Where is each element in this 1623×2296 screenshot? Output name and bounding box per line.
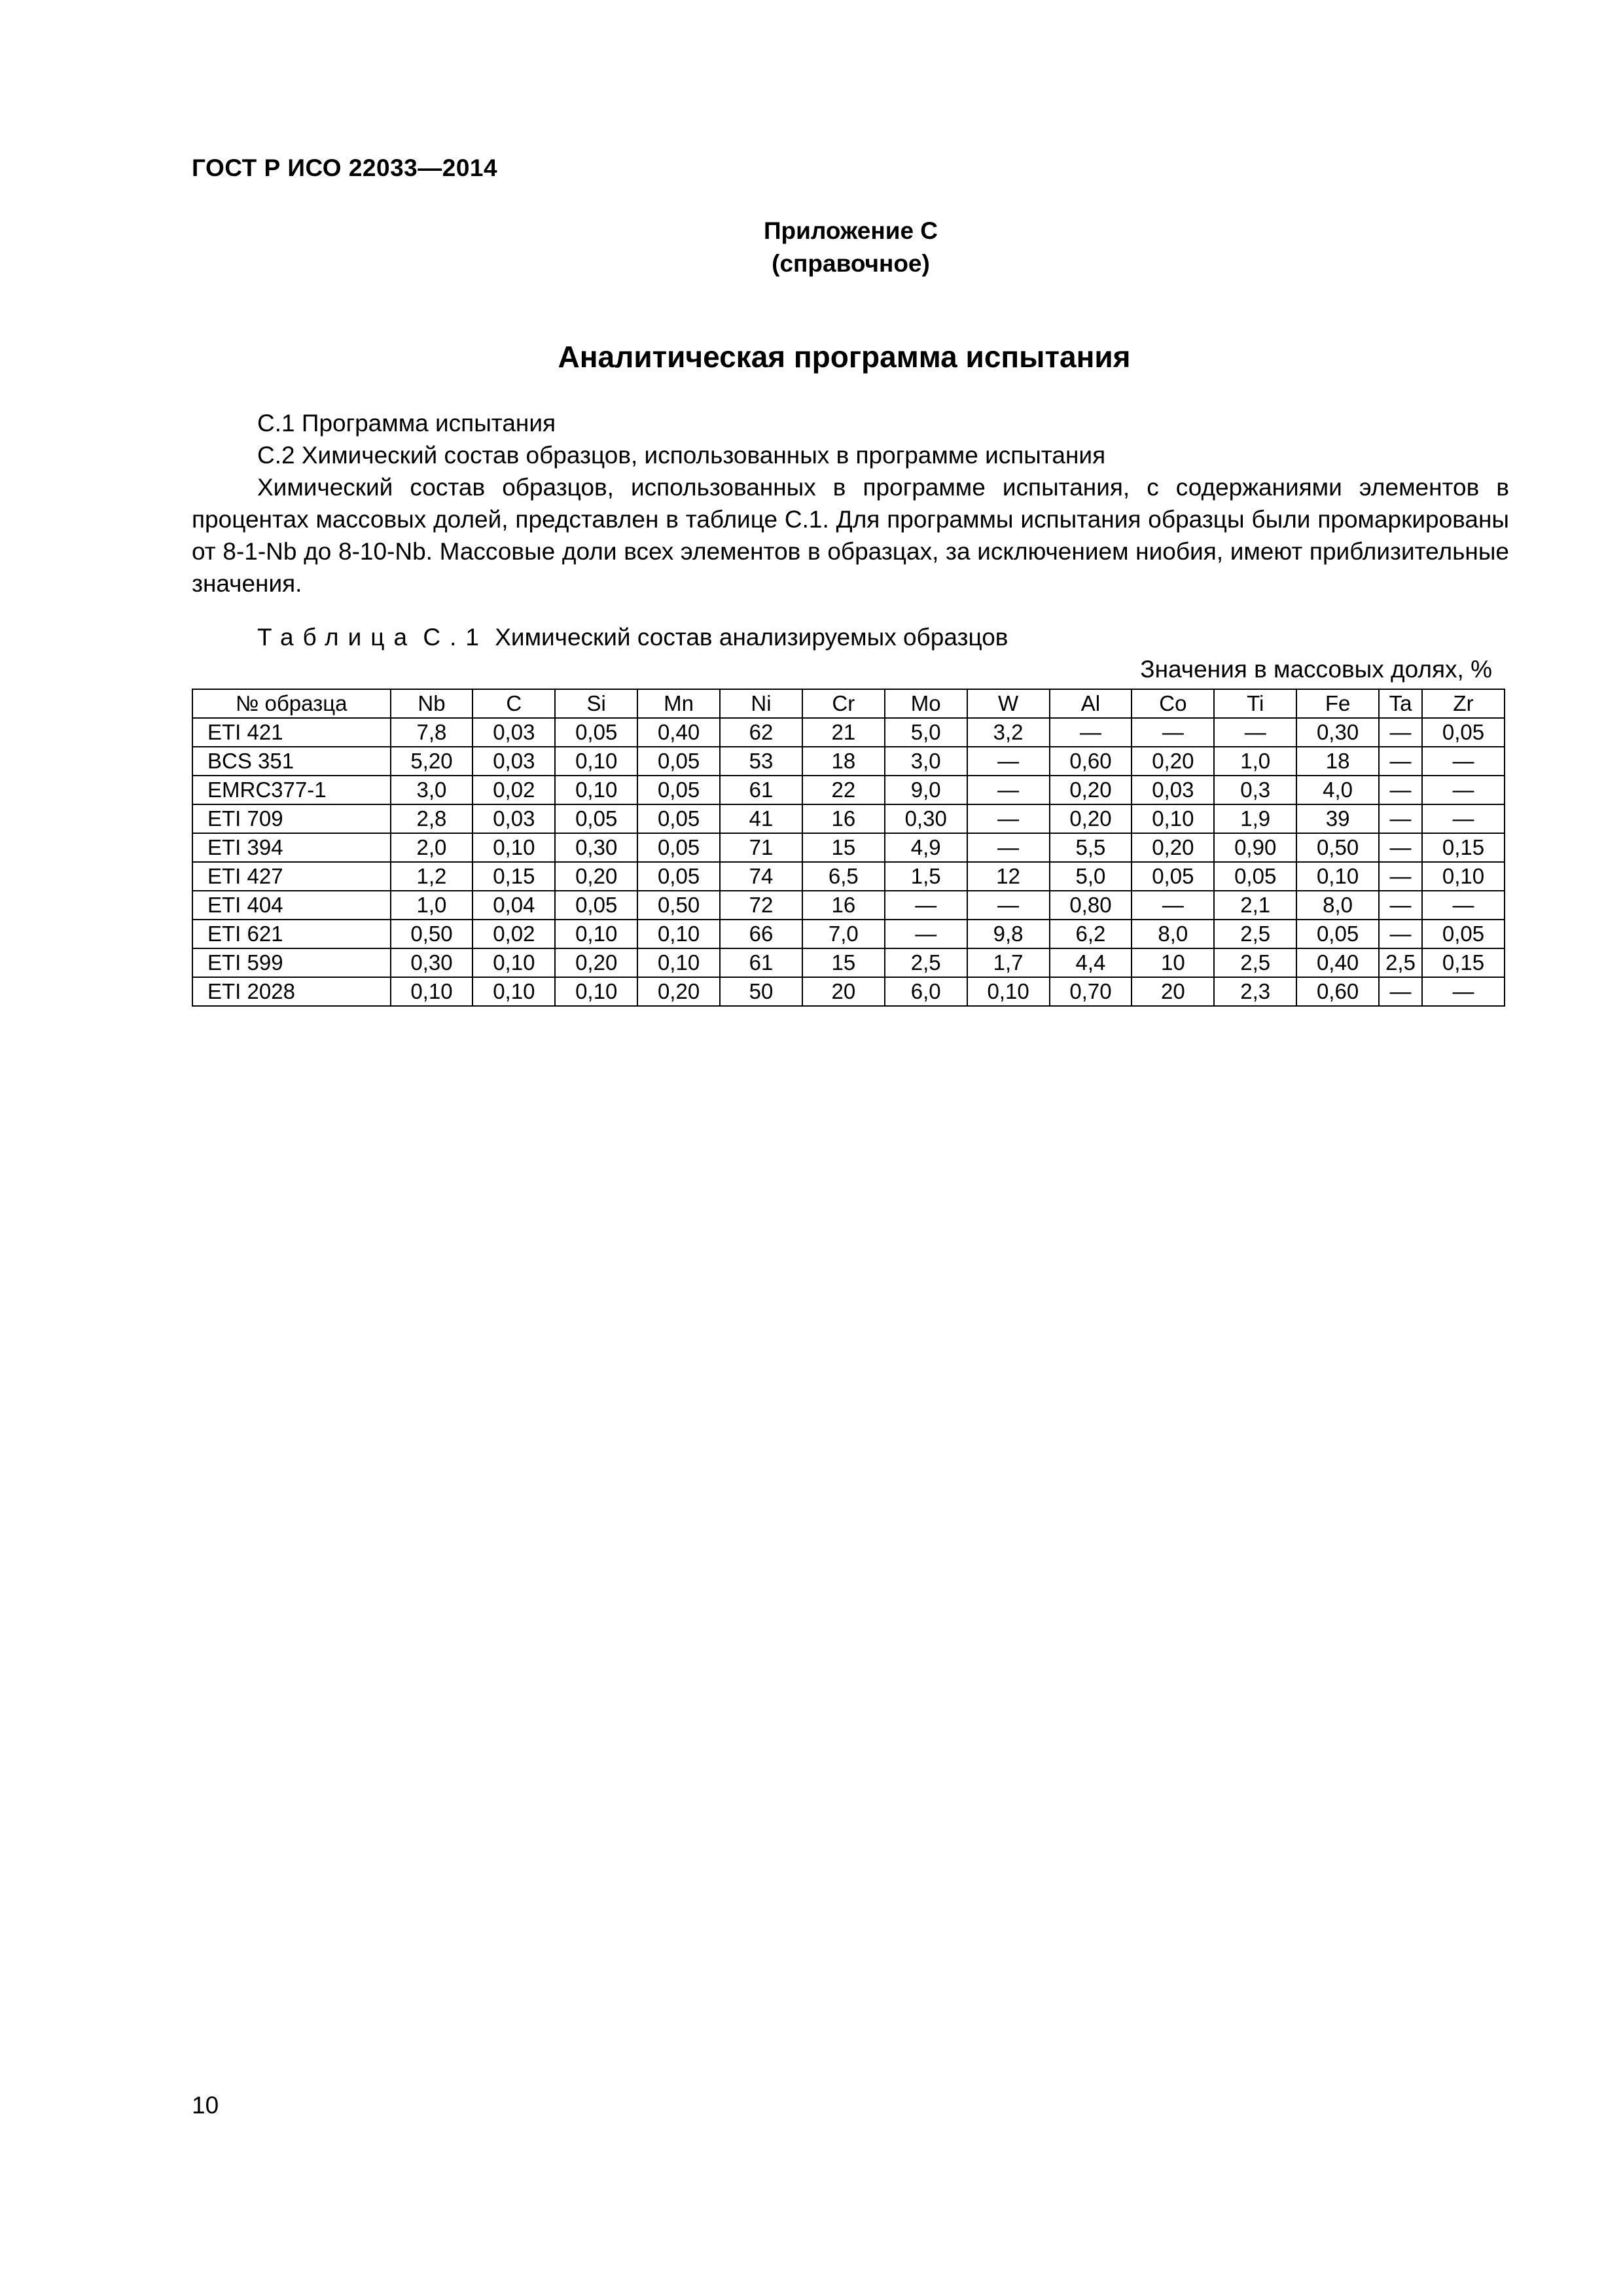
table-cell: 8,0 (1296, 891, 1379, 920)
table-row (192, 920, 1505, 948)
column-header: Ta (1379, 689, 1422, 718)
table-cell: — (1379, 891, 1422, 920)
table-cell: 8,0 (1132, 920, 1214, 948)
table-cell: 0,70 (1050, 977, 1132, 1006)
item-c2: С.2 Химический состав образцов, использованных в программе испытания (257, 442, 1106, 469)
table-cell: — (1422, 804, 1505, 833)
column-header: Nb (391, 689, 473, 718)
table-cell: 0,60 (1296, 977, 1379, 1006)
table-cell: 0,20 (637, 977, 720, 1006)
table-cell: 0,03 (473, 718, 555, 747)
sample-id-cell: ETI 404 (192, 891, 391, 920)
appendix-heading (0, 215, 1623, 280)
table-cell: 0,05 (555, 718, 637, 747)
table-cell: 2,5 (1379, 948, 1422, 977)
table-row (192, 804, 1505, 833)
table-units-note: Значения в массовых долях, % (1140, 656, 1492, 683)
table-cell: — (1379, 747, 1422, 776)
table-cell: 0,15 (1422, 948, 1505, 977)
table-cell: 0,10 (555, 977, 637, 1006)
table-cell: — (1379, 776, 1422, 804)
table-cell: — (967, 833, 1050, 862)
table-cell: 0,15 (473, 862, 555, 891)
column-header: Si (555, 689, 637, 718)
table-cell: 2,5 (885, 948, 967, 977)
table-cell: 20 (802, 977, 885, 1006)
table-cell: 2,0 (391, 833, 473, 862)
document-header: ГОСТ Р ИСО 22033—2014 (192, 154, 498, 181)
table-row (192, 833, 1505, 862)
column-header: Mo (885, 689, 967, 718)
table-row (192, 891, 1505, 920)
sample-id-cell: ETI 2028 (192, 977, 391, 1006)
column-header: W (967, 689, 1050, 718)
section-title: Аналитическая программа испытания (558, 340, 1131, 374)
table-cell: — (885, 891, 967, 920)
table-cell: 5,20 (391, 747, 473, 776)
table-cell: 5,0 (1050, 862, 1132, 891)
table-cell: 5,0 (885, 718, 967, 747)
table-row (192, 862, 1505, 891)
table-cell: 0,10 (1296, 862, 1379, 891)
table-cell: 0,10 (555, 776, 637, 804)
table-cell: 61 (720, 948, 802, 977)
table-cell: 0,05 (555, 891, 637, 920)
table-cell: 0,10 (1132, 804, 1214, 833)
table-cell: 0,60 (1050, 747, 1132, 776)
table-cell: 2,5 (1214, 920, 1296, 948)
sample-id-cell: ETI 394 (192, 833, 391, 862)
table-cell: 0,10 (555, 920, 637, 948)
table-cell: 0,30 (885, 804, 967, 833)
table-cell: 0,50 (391, 920, 473, 948)
table-cell: 0,20 (1050, 804, 1132, 833)
table-cell: 1,7 (967, 948, 1050, 977)
table-cell: 1,0 (391, 891, 473, 920)
sample-id-cell: ETI 709 (192, 804, 391, 833)
table-row (192, 948, 1505, 977)
column-header: Mn (637, 689, 720, 718)
table-body (192, 718, 1505, 1006)
table-cell: 0,10 (637, 920, 720, 948)
table-cell: 72 (720, 891, 802, 920)
sample-id-cell: ETI 421 (192, 718, 391, 747)
table-cell: 0,50 (1296, 833, 1379, 862)
table-cell: 0,03 (1132, 776, 1214, 804)
column-header: Cr (802, 689, 885, 718)
table-cell: — (1132, 891, 1214, 920)
table-cell: — (1379, 977, 1422, 1006)
table-cell: 0,05 (1422, 718, 1505, 747)
sample-id-cell: ETI 599 (192, 948, 391, 977)
table-cell: 20 (1132, 977, 1214, 1006)
table-cell: — (1050, 718, 1132, 747)
table-cell: 7,8 (391, 718, 473, 747)
table-cell: 62 (720, 718, 802, 747)
table-cell: — (967, 776, 1050, 804)
table-cell: 0,03 (473, 804, 555, 833)
table-cell: 0,20 (555, 948, 637, 977)
table-cell: 0,20 (555, 862, 637, 891)
table-cell: 0,02 (473, 776, 555, 804)
table-cell: 1,0 (1214, 747, 1296, 776)
table-cell: — (1422, 977, 1505, 1006)
table-row (192, 718, 1505, 747)
table-cell: 2,8 (391, 804, 473, 833)
table-cell: — (1214, 718, 1296, 747)
table-cell: — (885, 920, 967, 948)
table-cell: 2,5 (1214, 948, 1296, 977)
table-cell: 0,10 (967, 977, 1050, 1006)
item-c1: С.1 Программа испытания (257, 410, 556, 437)
table-cell: — (1379, 804, 1422, 833)
table-cell: 71 (720, 833, 802, 862)
table-cell: — (1422, 747, 1505, 776)
table-cell: 0,40 (1296, 948, 1379, 977)
table-cell: 0,90 (1214, 833, 1296, 862)
sample-id-cell: ETI 427 (192, 862, 391, 891)
table-cell: 0,05 (1132, 862, 1214, 891)
table-cell: 0,05 (1422, 920, 1505, 948)
table-cell: 0,05 (555, 804, 637, 833)
table-cell: 16 (802, 891, 885, 920)
table-cell: — (967, 804, 1050, 833)
table-cell: 5,5 (1050, 833, 1132, 862)
table-cell: 0,10 (1422, 862, 1505, 891)
table-cell: 66 (720, 920, 802, 948)
table-cell: 3,2 (967, 718, 1050, 747)
table-cell: — (1379, 920, 1422, 948)
table-cell: 0,10 (637, 948, 720, 977)
table-cell: 0,10 (473, 948, 555, 977)
table-cell: 15 (802, 948, 885, 977)
table-cell: 0,10 (473, 977, 555, 1006)
table-cell: 9,0 (885, 776, 967, 804)
page-number: 10 (192, 2092, 219, 2119)
table-cell: 6,0 (885, 977, 967, 1006)
table-cell: 61 (720, 776, 802, 804)
column-header: Fe (1296, 689, 1379, 718)
column-header: Zr (1422, 689, 1505, 718)
table-caption (257, 624, 1008, 651)
table-cell: 0,05 (637, 833, 720, 862)
table-cell: 0,10 (555, 747, 637, 776)
table-cell: 2,1 (1214, 891, 1296, 920)
table-cell: 0,15 (1422, 833, 1505, 862)
appendix-status: (справочное) (772, 250, 930, 277)
table-cell: 7,0 (802, 920, 885, 948)
table-cell: 0,3 (1214, 776, 1296, 804)
table-caption-number: С.1 (423, 624, 488, 651)
table-header (192, 689, 1505, 718)
body-paragraph: Химический состав образцов, использованных в программе испытания, с содержаниями элементов в процентах массовых долей, представлен в таблице С.1. Для программы испытания образцы были промаркированы от 8-1-Nb до 8-10-Nb. Массовые доли всех элементов в образцах, за исключением ниобия, имеют приблизительные значения. (192, 474, 1509, 597)
table-cell: 3,0 (885, 747, 967, 776)
table-cell: 18 (802, 747, 885, 776)
table-cell: 1,5 (885, 862, 967, 891)
composition-table (192, 689, 1505, 1007)
table-cell: 9,8 (967, 920, 1050, 948)
table-cell: 39 (1296, 804, 1379, 833)
table-cell: — (1379, 862, 1422, 891)
table-row (192, 747, 1505, 776)
table-cell: 0,10 (391, 977, 473, 1006)
table-cell: 0,05 (637, 862, 720, 891)
table-cell: 22 (802, 776, 885, 804)
table-cell: 41 (720, 804, 802, 833)
table-cell: 15 (802, 833, 885, 862)
table-cell: 0,40 (637, 718, 720, 747)
table-cell: — (1132, 718, 1214, 747)
table-cell: 0,10 (473, 833, 555, 862)
table-cell: 74 (720, 862, 802, 891)
body-text (192, 407, 1509, 600)
table-cell: 0,30 (555, 833, 637, 862)
table-cell: 0,20 (1050, 776, 1132, 804)
table-cell: 16 (802, 804, 885, 833)
table-cell: 0,05 (1296, 920, 1379, 948)
table-row (192, 977, 1505, 1006)
table-cell: 4,0 (1296, 776, 1379, 804)
table-cell: 1,2 (391, 862, 473, 891)
table-caption-text: Химический состав анализируемых образцов (495, 624, 1008, 651)
table-cell: 2,3 (1214, 977, 1296, 1006)
table-cell: 18 (1296, 747, 1379, 776)
table-header-row (192, 689, 1505, 718)
table-cell: 50 (720, 977, 802, 1006)
sample-id-cell: ETI 621 (192, 920, 391, 948)
table-cell: 10 (1132, 948, 1214, 977)
table-cell: — (1379, 718, 1422, 747)
table-cell: — (1379, 833, 1422, 862)
table-cell: 0,30 (1296, 718, 1379, 747)
table-cell: 0,05 (637, 776, 720, 804)
table-cell: 4,9 (885, 833, 967, 862)
table-cell: 0,05 (637, 747, 720, 776)
table-cell: 6,2 (1050, 920, 1132, 948)
column-header: № образца (192, 689, 391, 718)
table-cell: 21 (802, 718, 885, 747)
table-cell: 3,0 (391, 776, 473, 804)
column-header: Co (1132, 689, 1214, 718)
table-cell: — (1422, 891, 1505, 920)
column-header: Ti (1214, 689, 1296, 718)
table-cell: 0,80 (1050, 891, 1132, 920)
table-cell: 0,50 (637, 891, 720, 920)
table-cell: — (967, 891, 1050, 920)
table-cell: 0,20 (1132, 833, 1214, 862)
table-cell: 4,4 (1050, 948, 1132, 977)
table-cell: 53 (720, 747, 802, 776)
table-cell: 6,5 (802, 862, 885, 891)
table-cell: 0,02 (473, 920, 555, 948)
table-cell: 0,20 (1132, 747, 1214, 776)
table-cell: 0,03 (473, 747, 555, 776)
table-cell: — (1422, 776, 1505, 804)
appendix-title: Приложение С (763, 217, 938, 244)
column-header: C (473, 689, 555, 718)
column-header: Ni (720, 689, 802, 718)
table-cell: 0,05 (637, 804, 720, 833)
table-cell: 0,04 (473, 891, 555, 920)
table-cell: 0,30 (391, 948, 473, 977)
table-cell: — (967, 747, 1050, 776)
table-caption-label: Таблица (257, 624, 417, 651)
column-header: Al (1050, 689, 1132, 718)
table-cell: 12 (967, 862, 1050, 891)
sample-id-cell: EMRC377-1 (192, 776, 391, 804)
table-cell: 0,05 (1214, 862, 1296, 891)
table-row (192, 776, 1505, 804)
sample-id-cell: BCS 351 (192, 747, 391, 776)
table-cell: 1,9 (1214, 804, 1296, 833)
